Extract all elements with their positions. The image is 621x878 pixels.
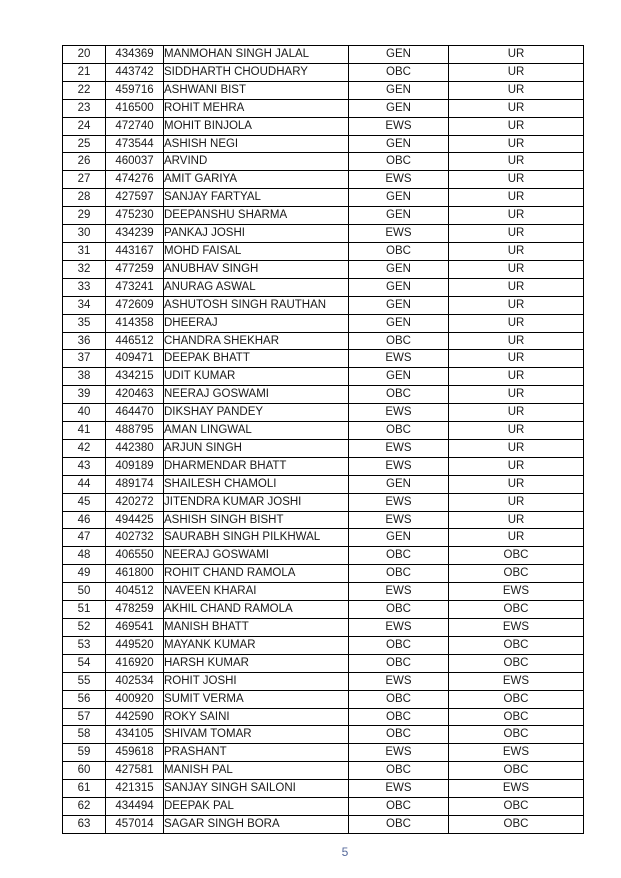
candidate-name-cell: PRASHANT <box>164 744 349 762</box>
category-cell: GEN <box>349 207 449 225</box>
category-cell: OBC <box>349 815 449 833</box>
serial-number-cell: 54 <box>63 654 106 672</box>
roll-number-cell: 459716 <box>106 81 164 99</box>
category-cell: GEN <box>349 46 449 64</box>
table-row <box>63 81 584 99</box>
table-row <box>63 278 584 296</box>
roll-number-cell: 421315 <box>106 780 164 798</box>
category-cell: OBC <box>349 690 449 708</box>
category-cell: OBC <box>349 636 449 654</box>
category-cell: GEN <box>349 81 449 99</box>
candidate-name-cell: UDIT KUMAR <box>164 368 349 386</box>
allotted-category-cell: UR <box>449 278 584 296</box>
table-row <box>63 189 584 207</box>
category-cell: GEN <box>349 314 449 332</box>
table-row <box>63 260 584 278</box>
roll-number-cell: 402732 <box>106 529 164 547</box>
category-cell: EWS <box>349 171 449 189</box>
roll-number-cell: 473241 <box>106 278 164 296</box>
serial-number-cell: 39 <box>63 386 106 404</box>
candidate-name-cell: DHARMENDAR BHATT <box>164 457 349 475</box>
category-cell: OBC <box>349 762 449 780</box>
category-cell: EWS <box>349 619 449 637</box>
serial-number-cell: 46 <box>63 511 106 529</box>
roll-number-cell: 460037 <box>106 153 164 171</box>
roll-number-cell: 449520 <box>106 636 164 654</box>
table-row <box>63 225 584 243</box>
allotted-category-cell: UR <box>449 189 584 207</box>
table-row <box>63 296 584 314</box>
candidate-name-cell: SANJAY FARTYAL <box>164 189 349 207</box>
candidate-name-cell: MANISH BHATT <box>164 619 349 637</box>
table-row <box>63 332 584 350</box>
serial-number-cell: 59 <box>63 744 106 762</box>
table-row <box>63 242 584 260</box>
serial-number-cell: 60 <box>63 762 106 780</box>
table-row <box>63 404 584 422</box>
category-cell: OBC <box>349 565 449 583</box>
roll-number-cell: 434105 <box>106 726 164 744</box>
candidate-name-cell: AMAN LINGWAL <box>164 422 349 440</box>
allotted-category-cell: UR <box>449 242 584 260</box>
table-row <box>63 457 584 475</box>
category-cell: EWS <box>349 493 449 511</box>
table-row <box>63 207 584 225</box>
category-cell: EWS <box>349 117 449 135</box>
table-row <box>63 493 584 511</box>
roll-number-cell: 472740 <box>106 117 164 135</box>
allotted-category-cell: UR <box>449 46 584 64</box>
table-row <box>63 636 584 654</box>
serial-number-cell: 58 <box>63 726 106 744</box>
serial-number-cell: 27 <box>63 171 106 189</box>
allotted-category-cell: UR <box>449 511 584 529</box>
category-cell: EWS <box>349 404 449 422</box>
category-cell: GEN <box>349 189 449 207</box>
roll-number-cell: 469541 <box>106 619 164 637</box>
allotted-category-cell: OBC <box>449 547 584 565</box>
roll-number-cell: 488795 <box>106 422 164 440</box>
table-row <box>63 690 584 708</box>
allotted-category-cell: UR <box>449 314 584 332</box>
category-cell: EWS <box>349 672 449 690</box>
serial-number-cell: 36 <box>63 332 106 350</box>
candidate-name-cell: ANURAG ASWAL <box>164 278 349 296</box>
allotted-category-cell: OBC <box>449 690 584 708</box>
candidate-name-cell: ARVIND <box>164 153 349 171</box>
page-number: 5 <box>341 845 349 859</box>
allotted-category-cell: EWS <box>449 780 584 798</box>
table-row <box>63 99 584 117</box>
candidate-name-cell: NEERAJ GOSWAMI <box>164 386 349 404</box>
table-row <box>63 601 584 619</box>
allotted-category-cell: OBC <box>449 726 584 744</box>
allotted-category-cell: UR <box>449 117 584 135</box>
candidate-name-cell: MANISH PAL <box>164 762 349 780</box>
serial-number-cell: 33 <box>63 278 106 296</box>
category-cell: OBC <box>349 654 449 672</box>
allotted-category-cell: OBC <box>449 601 584 619</box>
category-cell: OBC <box>349 601 449 619</box>
roll-number-cell: 459618 <box>106 744 164 762</box>
category-cell: GEN <box>349 475 449 493</box>
category-cell: EWS <box>349 511 449 529</box>
candidate-name-cell: MOHIT BINJOLA <box>164 117 349 135</box>
candidate-name-cell: SANJAY SINGH SAILONI <box>164 780 349 798</box>
allotted-category-cell: UR <box>449 368 584 386</box>
allotted-category-cell: UR <box>449 457 584 475</box>
table-row <box>63 386 584 404</box>
candidate-name-cell: ASHUTOSH SINGH RAUTHAN <box>164 296 349 314</box>
serial-number-cell: 26 <box>63 153 106 171</box>
table-row <box>63 726 584 744</box>
category-cell: OBC <box>349 798 449 816</box>
serial-number-cell: 52 <box>63 619 106 637</box>
roll-number-cell: 477259 <box>106 260 164 278</box>
table-row <box>63 511 584 529</box>
category-cell: EWS <box>349 225 449 243</box>
serial-number-cell: 42 <box>63 439 106 457</box>
category-cell: GEN <box>349 135 449 153</box>
candidate-name-cell: CHANDRA SHEKHAR <box>164 332 349 350</box>
candidate-name-cell: ROHIT JOSHI <box>164 672 349 690</box>
allotted-category-cell: EWS <box>449 744 584 762</box>
allotted-category-cell: OBC <box>449 708 584 726</box>
serial-number-cell: 49 <box>63 565 106 583</box>
candidate-name-cell: MOHD FAISAL <box>164 242 349 260</box>
table-row <box>63 780 584 798</box>
serial-number-cell: 55 <box>63 672 106 690</box>
category-cell: EWS <box>349 780 449 798</box>
table-row <box>63 368 584 386</box>
category-cell: OBC <box>349 708 449 726</box>
category-cell: GEN <box>349 278 449 296</box>
roll-number-cell: 443742 <box>106 63 164 81</box>
candidate-name-cell: PANKAJ JOSHI <box>164 225 349 243</box>
table-row <box>63 744 584 762</box>
serial-number-cell: 63 <box>63 815 106 833</box>
serial-number-cell: 41 <box>63 422 106 440</box>
candidate-name-cell: JITENDRA KUMAR JOSHI <box>164 493 349 511</box>
category-cell: EWS <box>349 350 449 368</box>
allotted-category-cell: UR <box>449 475 584 493</box>
candidate-name-cell: MANMOHAN SINGH JALAL <box>164 46 349 64</box>
category-cell: GEN <box>349 296 449 314</box>
serial-number-cell: 45 <box>63 493 106 511</box>
allotted-category-cell: UR <box>449 63 584 81</box>
category-cell: EWS <box>349 583 449 601</box>
category-cell: OBC <box>349 63 449 81</box>
category-cell: OBC <box>349 726 449 744</box>
roll-number-cell: 434215 <box>106 368 164 386</box>
serial-number-cell: 38 <box>63 368 106 386</box>
allotted-category-cell: OBC <box>449 798 584 816</box>
category-cell: OBC <box>349 153 449 171</box>
candidate-name-cell: DHEERAJ <box>164 314 349 332</box>
table-row <box>63 815 584 833</box>
table-row <box>63 529 584 547</box>
candidate-name-cell: ASHISH NEGI <box>164 135 349 153</box>
candidate-name-cell: ROHIT CHAND RAMOLA <box>164 565 349 583</box>
allotted-category-cell: UR <box>449 99 584 117</box>
serial-number-cell: 22 <box>63 81 106 99</box>
allotted-category-cell: OBC <box>449 654 584 672</box>
table-row <box>63 46 584 64</box>
serial-number-cell: 21 <box>63 63 106 81</box>
candidate-name-cell: NAVEEN KHARAI <box>164 583 349 601</box>
roll-number-cell: 489174 <box>106 475 164 493</box>
serial-number-cell: 53 <box>63 636 106 654</box>
serial-number-cell: 20 <box>63 46 106 64</box>
serial-number-cell: 28 <box>63 189 106 207</box>
table-row <box>63 135 584 153</box>
roll-number-cell: 420272 <box>106 493 164 511</box>
serial-number-cell: 23 <box>63 99 106 117</box>
table-row <box>63 565 584 583</box>
roll-number-cell: 400920 <box>106 690 164 708</box>
candidate-name-cell: NEERAJ GOSWAMI <box>164 547 349 565</box>
allotted-category-cell: UR <box>449 296 584 314</box>
candidate-name-cell: SAGAR SINGH BORA <box>164 815 349 833</box>
candidate-name-cell: ANUBHAV SINGH <box>164 260 349 278</box>
allotted-category-cell: UR <box>449 350 584 368</box>
allotted-category-cell: EWS <box>449 619 584 637</box>
allotted-category-cell: UR <box>449 207 584 225</box>
candidate-name-cell: SHAILESH CHAMOLI <box>164 475 349 493</box>
serial-number-cell: 56 <box>63 690 106 708</box>
category-cell: EWS <box>349 439 449 457</box>
serial-number-cell: 40 <box>63 404 106 422</box>
candidate-name-cell: MAYANK KUMAR <box>164 636 349 654</box>
candidate-name-cell: AKHIL CHAND RAMOLA <box>164 601 349 619</box>
serial-number-cell: 62 <box>63 798 106 816</box>
roll-number-cell: 427597 <box>106 189 164 207</box>
serial-number-cell: 37 <box>63 350 106 368</box>
category-cell: OBC <box>349 547 449 565</box>
merit-list-table-body <box>63 46 584 834</box>
allotted-category-cell: UR <box>449 332 584 350</box>
allotted-category-cell: UR <box>449 171 584 189</box>
allotted-category-cell: UR <box>449 386 584 404</box>
table-row <box>63 117 584 135</box>
table-row <box>63 422 584 440</box>
allotted-category-cell: EWS <box>449 672 584 690</box>
roll-number-cell: 409189 <box>106 457 164 475</box>
table-row <box>63 583 584 601</box>
serial-number-cell: 29 <box>63 207 106 225</box>
table-row <box>63 798 584 816</box>
allotted-category-cell: OBC <box>449 815 584 833</box>
candidate-name-cell: DEEPAK BHATT <box>164 350 349 368</box>
category-cell: OBC <box>349 386 449 404</box>
candidate-name-cell: ASHWANI BIST <box>164 81 349 99</box>
roll-number-cell: 427581 <box>106 762 164 780</box>
serial-number-cell: 61 <box>63 780 106 798</box>
roll-number-cell: 443167 <box>106 242 164 260</box>
roll-number-cell: 404512 <box>106 583 164 601</box>
candidate-name-cell: DEEPANSHU SHARMA <box>164 207 349 225</box>
candidate-name-cell: ARJUN SINGH <box>164 439 349 457</box>
roll-number-cell: 464470 <box>106 404 164 422</box>
roll-number-cell: 434369 <box>106 46 164 64</box>
roll-number-cell: 472609 <box>106 296 164 314</box>
roll-number-cell: 434239 <box>106 225 164 243</box>
serial-number-cell: 47 <box>63 529 106 547</box>
serial-number-cell: 48 <box>63 547 106 565</box>
roll-number-cell: 475230 <box>106 207 164 225</box>
allotted-category-cell: UR <box>449 81 584 99</box>
category-cell: EWS <box>349 457 449 475</box>
table-row <box>63 171 584 189</box>
roll-number-cell: 416500 <box>106 99 164 117</box>
candidate-name-cell: SUMIT VERMA <box>164 690 349 708</box>
roll-number-cell: 434494 <box>106 798 164 816</box>
serial-number-cell: 34 <box>63 296 106 314</box>
candidate-name-cell: ROHIT MEHRA <box>164 99 349 117</box>
allotted-category-cell: OBC <box>449 762 584 780</box>
roll-number-cell: 409471 <box>106 350 164 368</box>
allotted-category-cell: EWS <box>449 583 584 601</box>
serial-number-cell: 31 <box>63 242 106 260</box>
allotted-category-cell: UR <box>449 529 584 547</box>
candidate-name-cell: ASHISH SINGH BISHT <box>164 511 349 529</box>
serial-number-cell: 43 <box>63 457 106 475</box>
roll-number-cell: 442380 <box>106 439 164 457</box>
allotted-category-cell: UR <box>449 422 584 440</box>
candidate-name-cell: DEEPAK PAL <box>164 798 349 816</box>
table-row <box>63 654 584 672</box>
allotted-category-cell: UR <box>449 135 584 153</box>
candidate-name-cell: ROKY SAINI <box>164 708 349 726</box>
roll-number-cell: 402534 <box>106 672 164 690</box>
table-row <box>63 619 584 637</box>
allotted-category-cell: UR <box>449 404 584 422</box>
table-row <box>63 350 584 368</box>
table-row <box>63 547 584 565</box>
candidate-name-cell: HARSH KUMAR <box>164 654 349 672</box>
roll-number-cell: 416920 <box>106 654 164 672</box>
table-row <box>63 762 584 780</box>
category-cell: OBC <box>349 332 449 350</box>
roll-number-cell: 420463 <box>106 386 164 404</box>
category-cell: GEN <box>349 368 449 386</box>
roll-number-cell: 457014 <box>106 815 164 833</box>
allotted-category-cell: OBC <box>449 565 584 583</box>
allotted-category-cell: UR <box>449 493 584 511</box>
roll-number-cell: 461800 <box>106 565 164 583</box>
table-row <box>63 475 584 493</box>
allotted-category-cell: UR <box>449 260 584 278</box>
roll-number-cell: 442590 <box>106 708 164 726</box>
serial-number-cell: 44 <box>63 475 106 493</box>
candidate-name-cell: DIKSHAY PANDEY <box>164 404 349 422</box>
allotted-category-cell: UR <box>449 439 584 457</box>
table-row <box>63 314 584 332</box>
candidate-name-cell: SHIVAM TOMAR <box>164 726 349 744</box>
candidate-name-cell: AMIT GARIYA <box>164 171 349 189</box>
table-row <box>63 708 584 726</box>
candidate-name-cell: SIDDHARTH CHOUDHARY <box>164 63 349 81</box>
category-cell: GEN <box>349 99 449 117</box>
candidate-name-cell: SAURABH SINGH PILKHWAL <box>164 529 349 547</box>
category-cell: OBC <box>349 242 449 260</box>
serial-number-cell: 57 <box>63 708 106 726</box>
table-row <box>63 439 584 457</box>
serial-number-cell: 51 <box>63 601 106 619</box>
table-row <box>63 153 584 171</box>
table-row <box>63 672 584 690</box>
serial-number-cell: 50 <box>63 583 106 601</box>
roll-number-cell: 473544 <box>106 135 164 153</box>
serial-number-cell: 25 <box>63 135 106 153</box>
allotted-category-cell: UR <box>449 225 584 243</box>
roll-number-cell: 478259 <box>106 601 164 619</box>
serial-number-cell: 24 <box>63 117 106 135</box>
roll-number-cell: 406550 <box>106 547 164 565</box>
roll-number-cell: 414358 <box>106 314 164 332</box>
roll-number-cell: 474276 <box>106 171 164 189</box>
roll-number-cell: 494425 <box>106 511 164 529</box>
roll-number-cell: 446512 <box>106 332 164 350</box>
category-cell: OBC <box>349 422 449 440</box>
category-cell: EWS <box>349 744 449 762</box>
serial-number-cell: 32 <box>63 260 106 278</box>
serial-number-cell: 35 <box>63 314 106 332</box>
category-cell: GEN <box>349 260 449 278</box>
table-row <box>63 63 584 81</box>
serial-number-cell: 30 <box>63 225 106 243</box>
category-cell: GEN <box>349 529 449 547</box>
merit-list-table <box>62 45 584 834</box>
allotted-category-cell: OBC <box>449 636 584 654</box>
allotted-category-cell: UR <box>449 153 584 171</box>
